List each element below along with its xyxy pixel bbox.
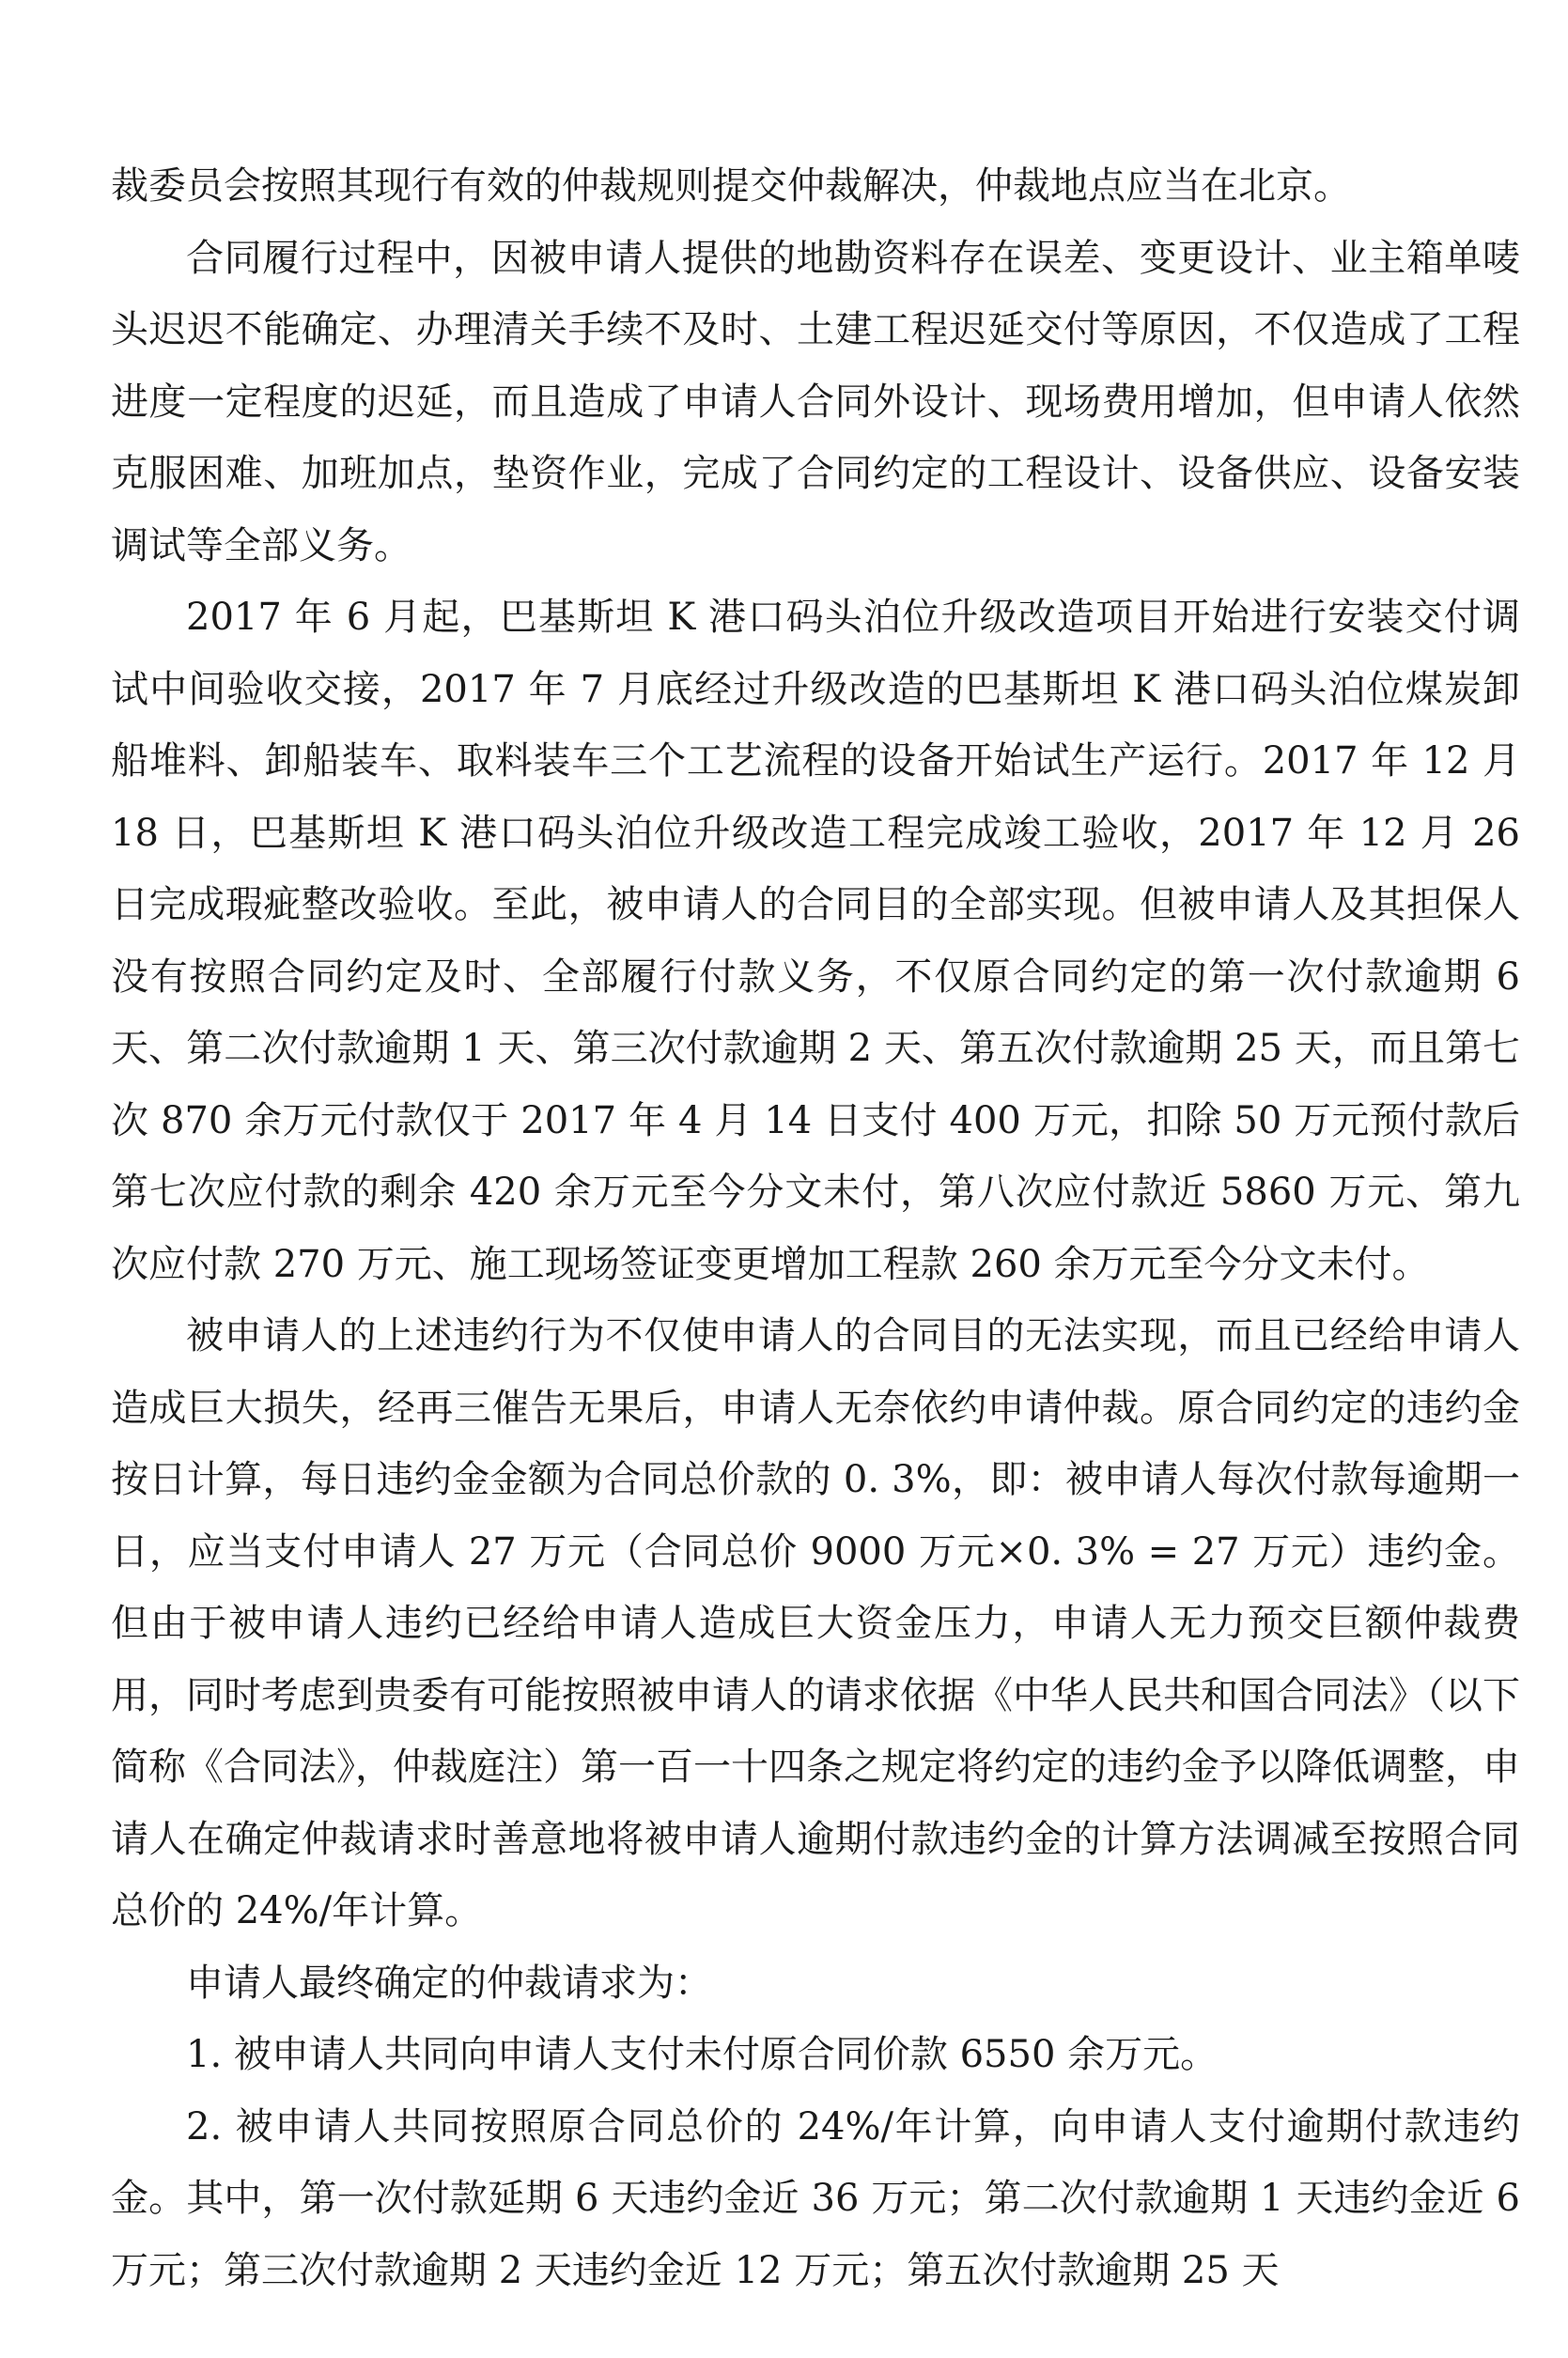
document-body [111, 150, 1520, 2306]
paragraph-project-completion: 2017 年 6 月起，巴基斯坦 K 港口码头泊位升级改造项目开始进行安装交付调试中间验收交接，2017 年 7 月底经过升级改造的巴基斯坦 K 港口码头泊位煤炭卸船堆料、卸船装车、取料装车三个工艺流程的设备开始试生产运行。2017 年 12 月 18 日，巴基斯坦 K 港口码头泊位升级改造工程完成竣工验收，2017 年 12 月 26 日完成瑕疵整改验收。至此，被申请人的合同目的全部实现。但被申请人及其担保人没有按照合同约定及时、全部履行付款义务，不仅原合同约定的第一次付款逾期 6 天、第二次付款逾期 1 天、第三次付款逾期 2 天、第五次付款逾期 25 天，而且第七次 870 余万元付款仅于 2017 年 4 月 14 日支付 400 万元，扣除 50 万元预付款后第七次应付款的剩余 420 余万元至今分文未付，第八次应付款近 5860 万元、第九次应付款 270 万元、施工现场签证变更增加工程款 260 余万元至今分文未付。 [111, 596, 1520, 1286]
paragraph-performance-delays: 合同履行过程中，因被申请人提供的地勘资料存在误差、变更设计、业主箱单唛头迟迟不能确定、办理清关手续不及时、土建工程迟延交付等原因，不仅造成了工程进度一定程度的迟延，而且造成了申请人合同外设计、现场费用增加，但申请人依然克服困难、加班加点，垫资作业，完成了合同约定的工程设计、设备供应、设备安装调试等全部义务。 [111, 236, 1520, 567]
paragraph-arbitration-clause-end: 裁委员会按照其现行有效的仲裁规则提交仲裁解决，仲裁地点应当在北京。 [111, 164, 1351, 208]
paragraph-penalty-calculation: 被申请人的上述违约行为不仅使申请人的合同目的无法实现，而且已经给申请人造成巨大损失，经再三催告无果后，申请人无奈依约申请仲裁。原合同约定的违约金按日计算，每日违约金金额为合同总价款的 0. 3%，即：被申请人每次付款每逾期一日，应当支付申请人 27 万元（合同总价 9000 万元×0. 3% = 27 万元）违约金。但由于被申请人违约已经给申请人造成巨大资金压力，申请人无力预交巨额仲裁费用，同时考虑到贵委有可能按照被申请人的请求依据《中华人民共和国合同法》（以下简称《合同法》，仲裁庭注）第一百一十四条之规定将约定的违约金予以降低调整，申请人在确定仲裁请求时善意地将被申请人逾期付款违约金的计算方法调减至按照合同总价的 24%/年计算。 [111, 1314, 1520, 1932]
paragraph-claims-intro: 申请人最终确定的仲裁请求为： [186, 1961, 712, 2005]
paragraph-claim-2: 2. 被申请人共同按照原合同总价的 24%/年计算，向申请人支付逾期付款违约金。其中，第一次付款延期 6 天违约金近 36 万元；第二次付款逾期 1 天违约金近 6 万元；第三次付款逾期 2 天违约金近 12 万元；第五次付款逾期 25 天 [111, 2104, 1520, 2292]
paragraph-claim-1: 1. 被申请人共同向申请人支付未付原合同价款 6550 余万元。 [186, 2033, 1219, 2076]
